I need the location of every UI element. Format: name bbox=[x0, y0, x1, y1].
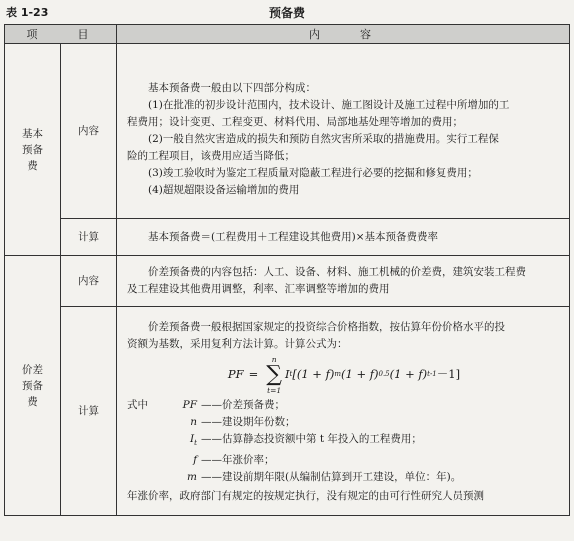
formula-lhs: PF bbox=[227, 367, 244, 382]
formula-part-3: (1 + f) bbox=[389, 367, 428, 382]
price-calc-intro-1: 资额为基数，采用复利方法计算。计算公式为： bbox=[127, 337, 348, 350]
where-label: 式中 bbox=[127, 398, 148, 411]
basic-calc bbox=[117, 219, 570, 256]
def-symbol-sub: t bbox=[194, 439, 197, 448]
formula-part-4: －1] bbox=[436, 367, 461, 382]
basic-category bbox=[5, 44, 61, 256]
definition-row bbox=[127, 397, 561, 414]
basic-line-0: 基本预备费一般由以下四部分构成： bbox=[148, 81, 316, 94]
def-symbol: n bbox=[190, 415, 197, 428]
basic-line-6: (4)超规超限设备运输增加的费用 bbox=[148, 183, 300, 196]
definition-row bbox=[127, 452, 561, 469]
header-content: 内 容 bbox=[117, 25, 570, 44]
table-caption bbox=[6, 4, 568, 22]
formula-i: I bbox=[284, 367, 290, 382]
basic-calc-text: 基本预备费＝(工程费用＋工程建设其他费用)×基本预备费费率 bbox=[148, 230, 438, 243]
basic-calc-row bbox=[5, 219, 570, 256]
definition-row bbox=[127, 469, 561, 486]
table-title: 预备费 bbox=[268, 6, 305, 20]
formula-exp-3: t-1 bbox=[427, 370, 437, 379]
def-text: ——建设期年份数； bbox=[201, 415, 296, 428]
sigma-symbol: ∑ bbox=[266, 361, 282, 387]
basic-content bbox=[117, 44, 570, 219]
def-text: ——估算静态投资额中第 t 年投入的工程费用； bbox=[201, 432, 422, 445]
table-label: 表 1-23 bbox=[6, 6, 49, 19]
formula-exp-1: m bbox=[334, 370, 341, 379]
price-line-0: 价差预备费的内容包括：人工、设备、材料、施工机械的价差费，建筑安装工程费 bbox=[148, 266, 526, 278]
def-symbol: f bbox=[193, 454, 197, 467]
basic-calc-label: 计算 bbox=[61, 219, 117, 256]
formula-exp-2: 0.5 bbox=[378, 370, 390, 379]
basic-content-label: 内容 bbox=[61, 44, 117, 219]
basic-line-4: 险的工程项目，该费用应适当降低； bbox=[127, 149, 295, 162]
basic-content-row bbox=[5, 44, 570, 219]
basic-line-1: (1)在批准的初步设计范围内，技术设计、施工图设计及施工过程中所增加的工 bbox=[148, 98, 510, 111]
def-text: ——年涨价率； bbox=[201, 454, 275, 467]
price-category-label: 价差预备费 bbox=[22, 363, 43, 408]
def-text: ——建设前期年限(从编制估算到开工建设，单位：年)。 bbox=[201, 471, 462, 484]
formula-part-2: (1 + f) bbox=[340, 367, 379, 382]
definition-row bbox=[127, 414, 561, 431]
basic-line-3: (2)一般自然灾害造成的损失和预防自然灾害所采取的措施费用。实行工程保 bbox=[148, 132, 499, 145]
price-formula bbox=[127, 353, 561, 397]
definitions bbox=[127, 397, 561, 486]
price-calc bbox=[117, 307, 570, 516]
price-content-row bbox=[5, 256, 570, 307]
price-category bbox=[5, 256, 61, 516]
reserve-fee-table bbox=[4, 24, 570, 516]
basic-line-2: 程费用；设计变更、工程变更、材料代用、局部地基处理等增加的费用； bbox=[127, 115, 463, 128]
formula-eq: = bbox=[248, 367, 259, 382]
sum-lower: t=1 bbox=[267, 385, 282, 395]
sum-upper: n bbox=[271, 354, 277, 364]
price-calc-intro-0: 价差预备费一般根据国家规定的投资综合价格指数，按估算年份价格水平的投 bbox=[148, 320, 505, 333]
formula-part-1: [(1 + f) bbox=[292, 367, 335, 382]
def-symbol: PF bbox=[182, 398, 197, 411]
definition-row bbox=[127, 431, 561, 452]
basic-category-label: 基本预备费 bbox=[22, 127, 43, 172]
price-content bbox=[117, 256, 570, 307]
price-calc-row bbox=[5, 307, 570, 516]
formula-i-sub: t bbox=[289, 370, 293, 379]
header-row bbox=[5, 25, 570, 44]
def-text: ——价差预备费； bbox=[201, 398, 285, 411]
price-closing: 年涨价率，政府部门有规定的按规定执行，没有规定的由可行性研究人员预测 bbox=[127, 490, 484, 503]
header-item: 项 目 bbox=[5, 25, 117, 44]
basic-line-5: (3)竣工验收时为鉴定工程质量对隐蔽工程进行必要的挖掘和修复费用； bbox=[148, 166, 478, 179]
formula-sum bbox=[266, 355, 282, 395]
price-content-label: 内容 bbox=[61, 256, 117, 307]
price-line-1: 及工程建设其他费用调整，利率、汇率调整等增加的费用 bbox=[127, 283, 390, 295]
price-calc-label: 计算 bbox=[61, 307, 117, 516]
def-symbol-i: I bbox=[190, 432, 195, 445]
def-symbol bbox=[167, 431, 201, 452]
def-symbol: m bbox=[187, 471, 197, 484]
